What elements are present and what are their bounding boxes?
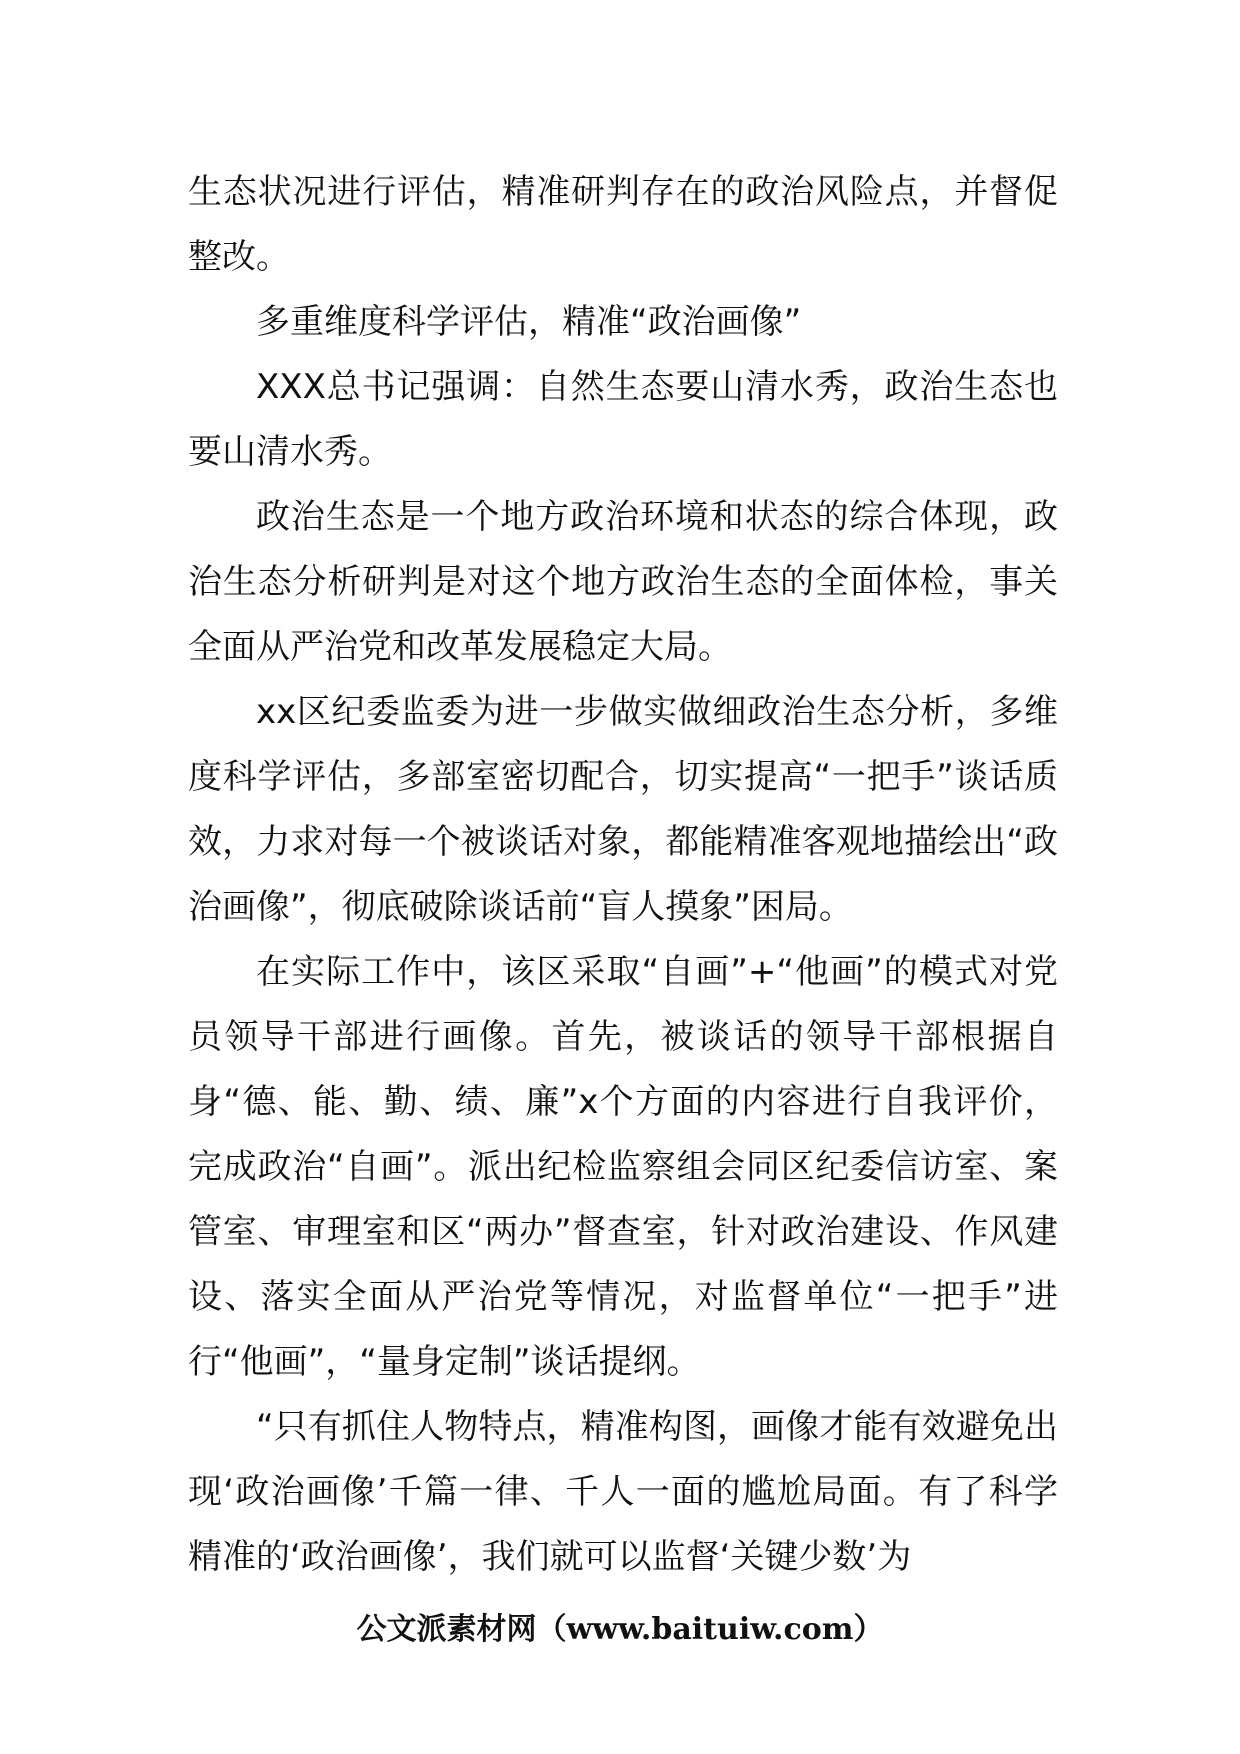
paragraph: xx区纪委监委为进一步做实做细政治生态分析，多维度科学评估，多部室密切配合，切实提高“一把手”谈话质效，力求对每一个被谈话对象，都能精准客观地描绘出“政治画像”，彻底破除谈话前“盲人摸象”困局。 bbox=[188, 692, 1058, 927]
paragraph-continuation: 生态状况进行评估，精准研判存在的政治风险点，并督促整改。 bbox=[188, 172, 1058, 277]
paragraph: 在实际工作中，该区采取“自画”+“他画”的模式对党员领导干部进行画像。首先，被谈话的领导干部根据自身“德、能、勤、绩、廉”x个方面的内容进行自我评价，完成政治“自画”。派出纪检监察组会同区纪委信访室、案管室、审理室和区“两办”督查室，针对政治建设、作风建设、落实全面从严治党等情况，对监督单位“一把手”进行“他画”，“量身定制”谈话提纲。 bbox=[188, 952, 1058, 1382]
paragraph: 政治生态是一个地方政治环境和状态的综合体现，政治生态分析研判是对这个地方政治生态的全面体检，事关全面从严治党和改革发展稳定大局。 bbox=[188, 497, 1058, 667]
footer-watermark: 公文派素材网（www.baituiw.com） bbox=[356, 1612, 884, 1647]
section-heading: 多重维度科学评估，精准“政治画像” bbox=[256, 302, 802, 342]
paragraph: “只有抓住人物特点，精准构图，画像才能有效避免出现‘政治画像’千篇一律、千人一面的尴尬局面。有了科学精准的‘政治画像’，我们就可以监督‘关键少数’为 bbox=[188, 1407, 1058, 1577]
paragraph: XXX总书记强调：自然生态要山清水秀，政治生态也要山清水秀。 bbox=[188, 367, 1058, 472]
document-body bbox=[188, 160, 1058, 1590]
